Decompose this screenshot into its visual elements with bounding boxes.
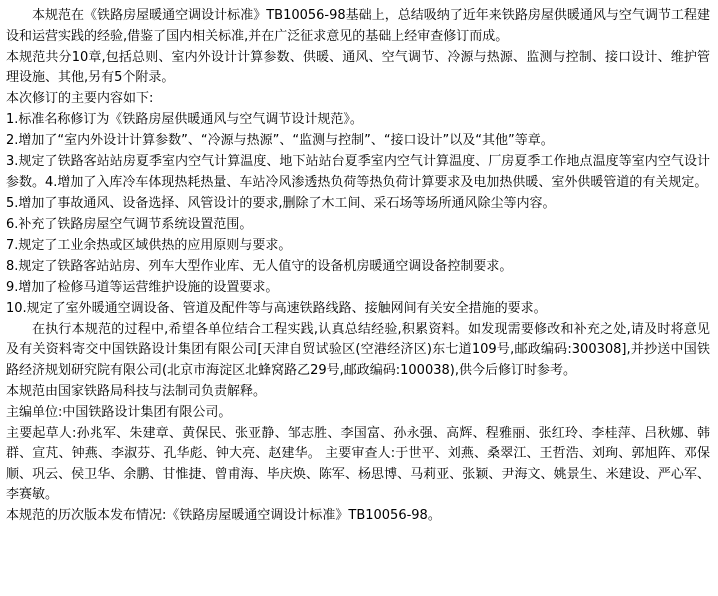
- paragraph-chief-editor-unit: 主编单位:中国铁路设计集团有限公司。: [6, 404, 232, 420]
- paragraph-feedback-contact: 在执行本规范的过程中,希望各单位结合工程实践,认真总结经验,积累资料。如发现需要修改和补充之处,请及时将意见及有关资料寄交中国铁路设计集团有限公司[天津自贸试验区(空港经济区)东七道109号,邮政编码:300308],并抄送中国铁路经济规划研究院有限公司(北京市海淀区北蜂窝路乙29号,邮政编码:100038),供今后修订时参考。: [6, 321, 710, 378]
- revision-item-5: 5.增加了事故通风、设备选择、风管设计的要求,删除了木工间、采石场等场所通风除尘等内容。: [6, 195, 556, 211]
- revision-item-3: 3.规定了铁路客站站房夏季室内空气计算温度、地下站站台夏季室内空气计算温度、厂房夏季工作地点温度等室内空气设计参数。4.增加了入库冷车体现热耗热量、车站冷风渗透热负荷等热负荷计算要求及电加热供暖、室外供暖管道的有关规定。: [6, 154, 710, 190]
- paragraph-scope: 本规范共分10章,包括总则、室内外设计计算参数、供暖、通风、空气调节、冷源与热源、监测与控制、接口设计、维护管理设施、其他,另有5个附录。: [6, 49, 710, 85]
- revision-item-10: 10.规定了室外暖通空调设备、管道及配件等与高速铁路线路、接触网间有关安全措施的要求。: [6, 300, 547, 316]
- paragraph-drafters-and-reviewers: 主要起草人:孙兆军、朱建章、黄保民、张亚静、邹志胜、李国富、孙永强、高辉、程雅丽、张红玲、李桂萍、吕秋娜、韩群、宣芃、钟燕、李淑芬、孔华彪、钟大亮、赵建华。 主要审查人:于世平、刘燕、桑翠江、王哲浩、刘珣、郭旭阵、邓保顺、巩云、侯卫华、余鹏、甘惟捷、曾甫海、毕庆焕、陈军、杨思博、马莉亚、张颖、尹海文、姚景生、米建设、严心军、李赛敏。: [6, 425, 710, 502]
- paragraph-interpretation-authority: 本规范由国家铁路局科技与法制司负责解释。: [6, 383, 267, 399]
- revision-item-7: 7.规定了工业余热或区域供热的应用原则与要求。: [6, 237, 292, 253]
- paragraph-previous-editions: 本规范的历次版本发布情况:《铁路房屋暖通空调设计标准》TB10056-98。: [6, 508, 441, 523]
- revision-item-8: 8.规定了铁路客站站房、列车大型作业库、无人值守的设备机房暖通空调设备控制要求。: [6, 258, 513, 274]
- revision-item-1: 1.标准名称修订为《铁路房屋供暖通风与空气调节设计规范》。: [6, 112, 363, 127]
- paragraph-foreword: 本规范在《铁路房屋暖通空调设计标准》TB10056-98基础上，总结吸纳了近年来铁路房屋供暖通风与空气调节工程建设和运营实践的经验,借鉴了国内相关标准,并在广泛征求意见的基础上经审查修订而成。: [6, 8, 710, 44]
- revision-item-9: 9.增加了检修马道等运营维护设施的设置要求。: [6, 279, 279, 295]
- revision-item-6: 6.补充了铁路房屋空气调节系统设置范围。: [6, 216, 253, 232]
- revision-item-2: 2.增加了“室内外设计计算参数”、“冷源与热源”、“监测与控制”、“接口设计”以及“其他”等章。: [6, 133, 554, 148]
- paragraph-revision-intro: 本次修订的主要内容如下:: [6, 91, 154, 106]
